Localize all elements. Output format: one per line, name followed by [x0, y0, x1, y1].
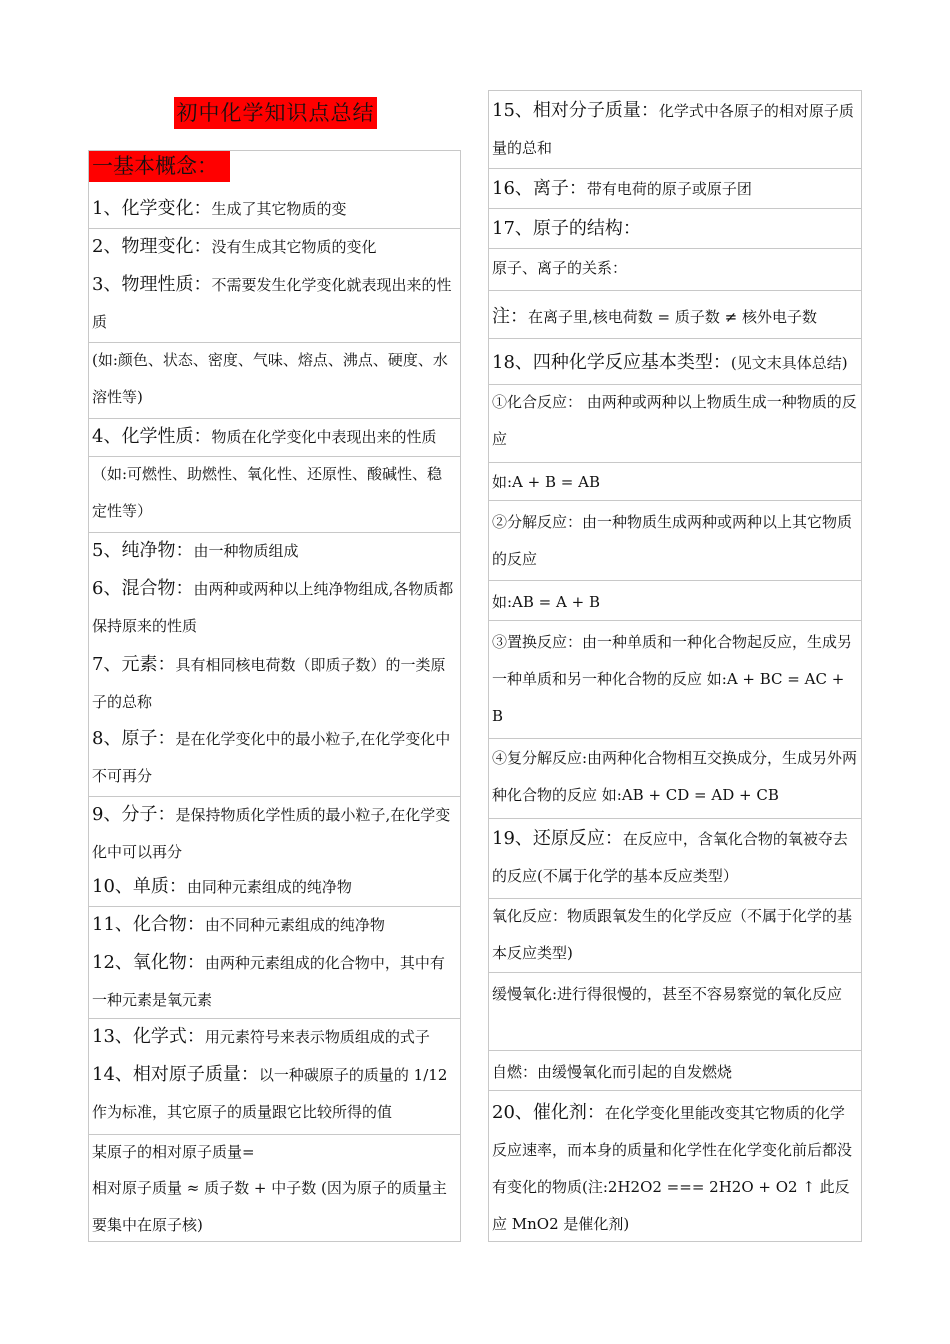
- right-item: [492, 210, 858, 248]
- left-item: [92, 720, 457, 795]
- left-item-body: 是在化学变化中的最小粒子,在化学变化中不可再分: [92, 730, 451, 785]
- left-item-body: 由两种或两种以上纯净物组成,各物质都保持原来的性质: [92, 580, 454, 635]
- right-item-body: 如:AB = A + B: [492, 593, 600, 611]
- right-item-body: 氧化反应：物质跟氧发生的化学反应（不属于化学的基本反应类型): [492, 907, 853, 962]
- left-item-term: 7、元素：: [92, 654, 176, 675]
- right-item-body: ③置换反应：由一种单质和一种化合物起反应，生成另一种单质和另一种化合物的反应 如:A + BC = AC + B: [492, 633, 853, 725]
- right-item-term: 20、催化剂：: [492, 1102, 605, 1123]
- row-divider: [488, 462, 862, 463]
- left-item: [92, 1134, 457, 1171]
- left-item-body: 用元素符号来表示物质组成的式子: [204, 1028, 430, 1046]
- right-item: [492, 298, 858, 336]
- right-item: [492, 464, 858, 501]
- right-item: [492, 820, 858, 895]
- left-item-body: 生成了其它物质的变: [211, 200, 347, 218]
- right-item-term: 注：: [492, 306, 528, 327]
- left-item-body: 相对原子质量 ≈ 质子数 + 中子数 (因为原子的质量主要集中在原子核): [92, 1179, 447, 1234]
- right-item: [492, 740, 858, 814]
- left-item: [92, 456, 457, 530]
- left-item-body: 某原子的相对原子质量=: [92, 1143, 255, 1161]
- right-item: [492, 976, 858, 1013]
- right-item-body: ②分解反应：由一种物质生成两种或两种以上其它物质的反应: [492, 513, 853, 568]
- left-item-term: 13、化学式：: [92, 1026, 205, 1047]
- left-item-body: 由一种物质组成: [193, 542, 299, 560]
- row-divider: [88, 228, 461, 229]
- left-item-term: 5、纯净物：: [92, 540, 194, 561]
- row-divider: [488, 500, 862, 501]
- row-divider: [488, 972, 862, 973]
- left-item-term: 8、原子：: [92, 728, 176, 749]
- right-item: [492, 250, 858, 287]
- row-divider: [488, 168, 862, 169]
- left-item-term: 11、化合物：: [92, 914, 205, 935]
- left-item: [92, 1018, 457, 1056]
- left-item-body: 不需要发生化学变化就表现出来的性质: [92, 276, 452, 331]
- right-item: [492, 170, 858, 208]
- right-item-body: (见文末具体总结): [730, 354, 848, 372]
- row-divider: [488, 738, 862, 739]
- left-item: [92, 532, 457, 570]
- row-divider: [88, 906, 461, 907]
- left-item-term: 4、化学性质：: [92, 426, 212, 447]
- page-title: 初中化学知识点总结: [174, 97, 377, 129]
- row-divider: [488, 384, 862, 385]
- left-item-term: 3、物理性质：: [92, 274, 212, 295]
- right-item-body: 化学式中各原子的相对原子质量的总和: [492, 102, 854, 157]
- left-item-term: 12、氧化物：: [92, 952, 205, 973]
- row-divider: [88, 532, 461, 533]
- right-item: [492, 1054, 858, 1091]
- left-item: [92, 570, 457, 645]
- right-item-body: 带有电荷的原子或原子团: [586, 180, 752, 198]
- row-divider: [488, 620, 862, 621]
- row-divider: [88, 342, 461, 343]
- right-item: [492, 624, 858, 735]
- row-divider: [88, 796, 461, 797]
- left-item: [92, 266, 457, 341]
- right-item-term: 18、四种化学反应基本类型：: [492, 352, 731, 373]
- row-divider: [88, 1018, 461, 1019]
- right-item-body: ①化合反应： 由两种或两种以上物质生成一种物质的反应: [492, 393, 857, 448]
- row-divider: [488, 580, 862, 581]
- left-item-term: 6、混合物：: [92, 578, 194, 599]
- row-divider: [488, 1090, 862, 1091]
- left-item-body: 具有相同核电荷数（即质子数）的一类原子的总称: [92, 656, 446, 711]
- left-item-body: 由同种元素组成的纯净物: [186, 878, 352, 896]
- left-item-term: 1、化学变化：: [92, 198, 212, 219]
- right-item: [492, 504, 858, 578]
- right-item-term: 17、原子的结构：: [492, 218, 641, 239]
- left-item: [92, 868, 457, 906]
- row-divider: [88, 418, 461, 419]
- left-item-term: 2、物理变化：: [92, 236, 212, 257]
- right-item: [492, 384, 858, 458]
- left-item-term: 9、分子：: [92, 804, 176, 825]
- left-item-body: 以一种碳原子的质量的 1/12 作为标准，其它原子的质量跟它比较所得的值: [92, 1066, 448, 1121]
- row-divider: [88, 1134, 461, 1135]
- right-item: [492, 1094, 858, 1243]
- left-item: [92, 342, 457, 416]
- right-item-body: 自燃：由缓慢氧化而引起的自发燃烧: [492, 1063, 733, 1081]
- right-item-body: 在离子里,核电荷数 = 质子数 ≠ 核外电子数: [528, 308, 817, 326]
- right-item: [492, 344, 858, 382]
- row-divider: [488, 898, 862, 899]
- row-divider: [488, 338, 862, 339]
- left-item: [92, 906, 457, 944]
- left-item-body: 没有生成其它物质的变化: [211, 238, 377, 256]
- row-divider: [88, 456, 461, 457]
- right-item-body: 如:A + B = AB: [492, 473, 600, 491]
- row-divider: [488, 818, 862, 819]
- right-item-term: 15、相对分子质量：: [492, 100, 659, 121]
- row-divider: [488, 208, 862, 209]
- right-item-body: 缓慢氧化:进行得很慢的，甚至不容易察觉的氧化反应: [492, 985, 843, 1003]
- left-item: [92, 1170, 457, 1244]
- right-item: [492, 584, 858, 621]
- row-divider: [488, 248, 862, 249]
- right-item: [492, 898, 858, 972]
- row-divider: [488, 290, 862, 291]
- left-item-term: 10、单质：: [92, 876, 187, 897]
- left-item: [92, 646, 457, 721]
- left-item-body: 由两种元素组成的化合物中，其中有一种元素是氧元素: [92, 954, 445, 1009]
- right-item-term: 16、离子：: [492, 178, 587, 199]
- right-item-body: 原子、离子的关系：: [492, 259, 628, 277]
- left-item-body: （如:可燃性、助燃性、氧化性、还原性、酸碱性、稳定性等）: [92, 465, 443, 520]
- left-item-body: 是保持物质化学性质的最小粒子,在化学变化中可以再分: [92, 806, 451, 861]
- section-heading: 一基本概念：: [88, 150, 230, 182]
- left-item-body: 由不同种元素组成的纯净物: [204, 916, 385, 934]
- right-item-body: 在反应中，含氧化合物的氧被夺去的反应(不属于化学的基本反应类型）: [492, 830, 848, 885]
- right-item-body: 在化学变化里能改变其它物质的化学反应速率，而本身的质量和化学性在化学变化前后都没有变化的物质(注:2H2O2 === 2H2O + O2 ↑ 此反应 MnO2 是催化剂): [492, 1104, 853, 1233]
- left-item-body: (如:颜色、状态、密度、气味、熔点、沸点、硬度、水溶性等): [92, 351, 448, 406]
- right-item-body: ④复分解反应:由两种化合物相互交换成分，生成另外两种化合物的反应 如:AB + CD = AD + CB: [492, 749, 858, 804]
- left-item: [92, 418, 457, 456]
- left-item: [92, 944, 457, 1019]
- right-item: [492, 92, 858, 167]
- row-divider: [488, 1050, 862, 1051]
- left-item-body: 物质在化学变化中表现出来的性质: [211, 428, 437, 446]
- left-item-term: 14、相对原子质量：: [92, 1064, 259, 1085]
- right-item-term: 19、还原反应：: [492, 828, 623, 849]
- left-item: [92, 228, 457, 266]
- left-item: [92, 796, 457, 871]
- left-item: [92, 190, 457, 228]
- left-item: [92, 1056, 457, 1131]
